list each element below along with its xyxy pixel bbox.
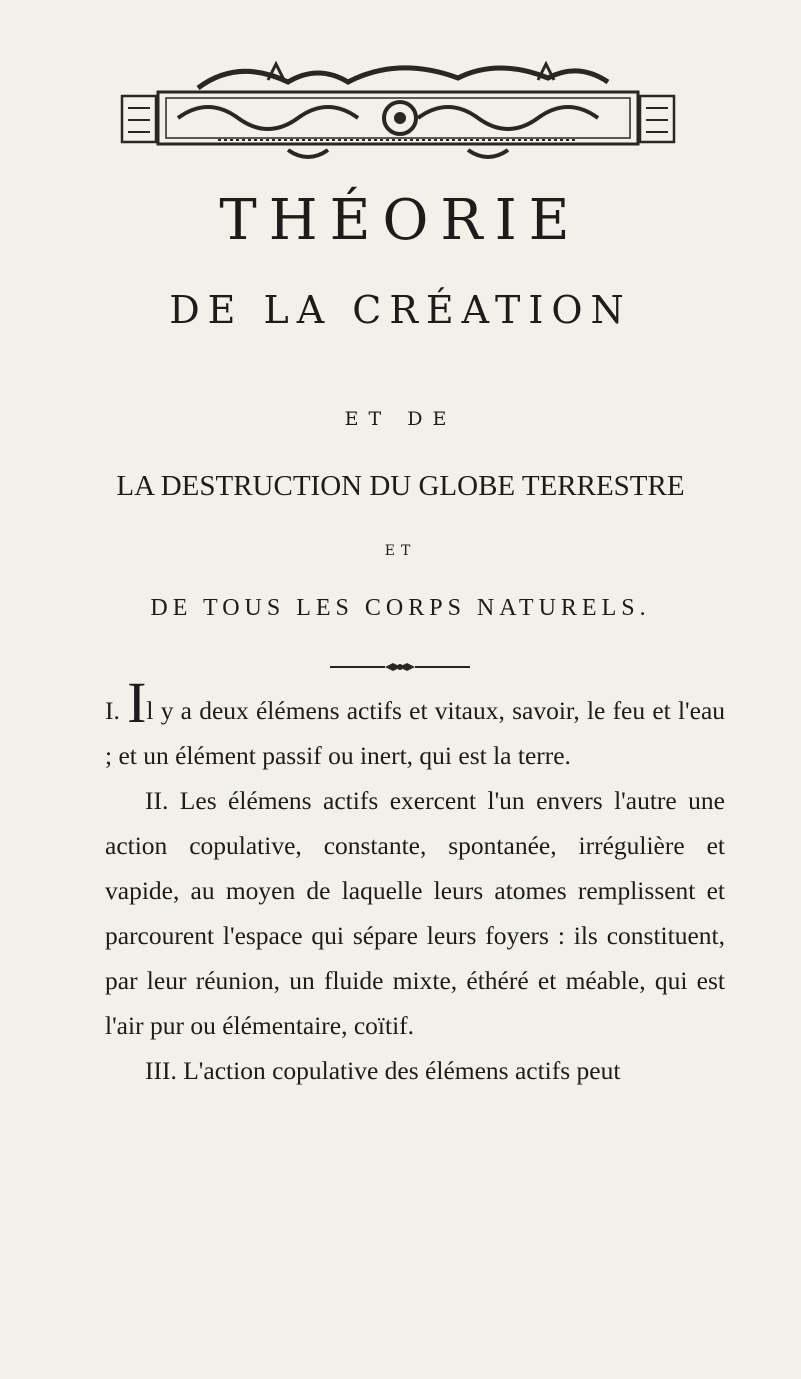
paragraph-3-text: L'action copulative des élémens actifs peut [183,1056,621,1085]
ornamental-divider [330,660,470,674]
paragraph-3-numeral: III. [145,1056,177,1085]
title-line-6: DE TOUS LES CORPS NATURELS. [150,595,651,621]
paragraph-2-numeral: II. [145,786,169,815]
title-line-1: THÉORIE [219,188,582,253]
body-text [105,670,726,1093]
title-line-2: DE LA CRÉATION [169,288,632,332]
paragraph-1 [105,670,726,778]
title-line-4: LA DESTRUCTION DU GLOBE TERRESTRE [116,470,685,502]
title-line-3: ET DE [344,408,457,430]
ornamental-headpiece [118,58,683,173]
title-line-5: ET [384,543,417,559]
paragraph-2 [105,778,725,1048]
paragraph-3 [105,1048,725,1093]
paragraph-2-text: Les élémens actifs exercent l'un envers l'autre une action copulative, constante, spontanée, irrégulière et vapide, au moyen de laquelle leurs atomes remplissent et parcourent l'espace qui sépare leurs foyers : ils constituent, par leur réunion, un fluide mixte, éthéré et méable, qui est l'air pur ou élémentaire, coïtif. [105,786,725,1040]
paragraph-1-text: l y a deux élémens actifs et vitaux, savoir, le feu et l'eau ; et un élément passif ou inert, qui est la terre. [105,696,726,770]
drop-capital: I [127,670,147,735]
paragraph-1-numeral: I. [105,696,120,725]
